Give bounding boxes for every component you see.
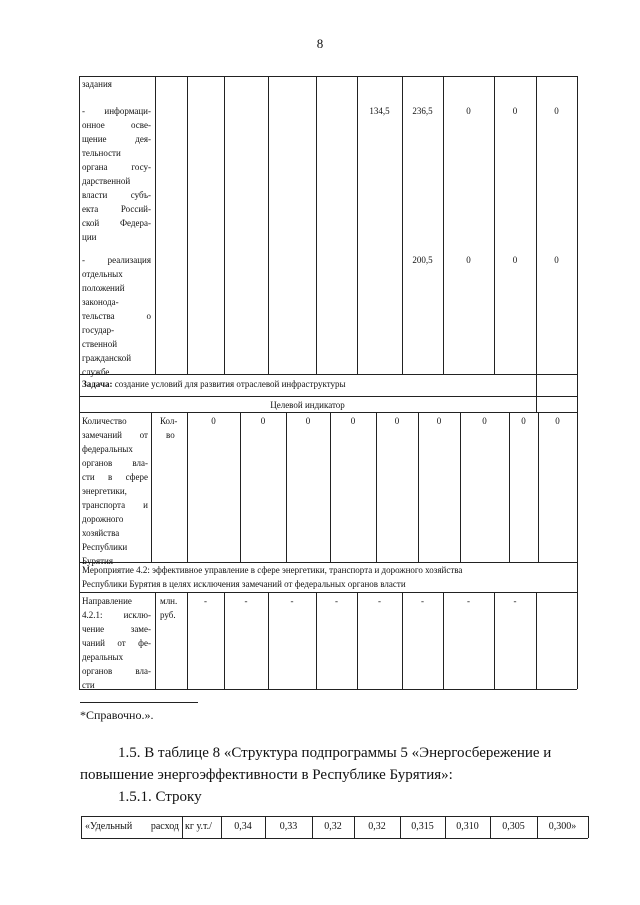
label-line: Бурятия — [82, 556, 113, 566]
value-cell: 0 — [466, 255, 471, 265]
row-table-value: 0,315 — [411, 821, 434, 832]
indicator-header: Целевой индикатор — [270, 400, 345, 410]
row-label-info — [82, 104, 151, 244]
direction-value: - — [421, 596, 424, 606]
table-line — [286, 412, 287, 562]
label-line: гражданской — [82, 353, 132, 363]
paragraph-line: повышение энергоэффективности в Республике Бурятия»: — [80, 767, 453, 783]
label-line: хозяйства — [82, 528, 120, 538]
label-line: положений — [82, 283, 125, 293]
table-line — [588, 816, 589, 838]
footnote: *Справочно.». — [80, 708, 154, 722]
row-table-value: 0,34 — [234, 821, 252, 832]
label-line: - реализация — [82, 255, 151, 265]
table-line — [494, 76, 495, 374]
table-line — [187, 412, 188, 562]
label-line: дарственной — [82, 176, 131, 186]
label-line: органов вла- — [82, 458, 148, 468]
direction-value: - — [244, 596, 248, 606]
table-line — [81, 816, 588, 817]
label-line: службе — [82, 367, 110, 377]
label-line: тельности — [82, 148, 121, 158]
value-cell: 134,5 — [369, 106, 390, 116]
table-line — [268, 76, 269, 374]
table-line — [81, 838, 588, 839]
table-line — [182, 816, 183, 838]
label-line: законода- — [82, 297, 119, 307]
table-line — [155, 592, 156, 689]
label-line: Количество — [82, 416, 127, 426]
value-cell: 0 — [512, 106, 518, 116]
label-line: сти — [82, 680, 95, 690]
label-line: ции — [82, 232, 97, 242]
table-line — [376, 412, 377, 562]
direction-label — [82, 594, 151, 692]
table-line — [79, 396, 577, 397]
row-table-unit: кг у.т./ — [185, 821, 212, 832]
label-line: екта Россий- — [82, 204, 151, 214]
table-line — [330, 412, 331, 562]
indicator-value: 0 — [350, 416, 356, 426]
measure-line: Республики Бурятия в целях исключения замечаний от федеральных органов власти — [82, 579, 406, 589]
label-line: - информаци- — [82, 106, 151, 116]
row-table-value: 0,32 — [368, 821, 386, 832]
table-line — [536, 76, 537, 374]
table-line — [224, 76, 225, 374]
label-line: государ- — [82, 325, 115, 335]
table-line — [240, 412, 241, 562]
label-line: тельства о — [82, 311, 151, 321]
task-row — [82, 377, 532, 391]
unit-line: млн. — [160, 596, 178, 606]
table-line — [79, 374, 577, 375]
footnote-separator — [80, 702, 198, 703]
label-line: энергетики, — [82, 486, 127, 496]
page-number: 8 — [316, 36, 324, 51]
direction-value: - — [378, 596, 381, 606]
label-line: Направление — [82, 596, 132, 606]
direction-value: - — [513, 596, 517, 606]
label-line: власти субъ- — [82, 190, 151, 200]
indicator-unit — [160, 414, 186, 442]
indicator-value: 0 — [555, 416, 560, 426]
table-line — [443, 76, 444, 374]
value-cell: 0 — [512, 255, 518, 265]
row-table-value: 0,33 — [279, 821, 298, 832]
table-line — [357, 76, 358, 374]
label-line: Республики — [82, 542, 128, 552]
indicator-value: 0 — [521, 416, 526, 426]
unit-line: руб. — [160, 610, 176, 620]
value-cell: 0 — [554, 255, 559, 265]
direction-value: - — [467, 596, 470, 606]
table-line — [155, 76, 156, 374]
row-table-value: 0,300» — [548, 821, 577, 832]
label-line: чаний от фе- — [82, 638, 151, 648]
label-line: ской Федера- — [82, 218, 151, 228]
unit-line: Кол- — [160, 416, 178, 426]
value-cell: 200,5 — [412, 255, 433, 265]
label-line: органов вла- — [82, 666, 151, 676]
table-line — [577, 76, 578, 689]
table-line — [536, 592, 537, 689]
table-line — [79, 412, 577, 413]
table-line — [509, 412, 510, 562]
indicator-label — [82, 414, 148, 568]
table-line — [151, 412, 152, 562]
task-label: Задача: — [82, 379, 113, 389]
label-line: деральных — [82, 652, 124, 662]
label-line: ственной — [82, 339, 118, 349]
row-table-value: 0,32 — [324, 821, 342, 832]
unit-line: во — [166, 430, 175, 440]
indicator-value: 0 — [394, 416, 400, 426]
row-label-realization — [82, 253, 151, 379]
table-line — [81, 816, 82, 838]
paragraph-line: 1.5. В таблице 8 «Структура подпрограммы 5 «Энергосбережение и — [118, 745, 552, 761]
table-line — [79, 76, 80, 689]
table-line — [79, 689, 577, 690]
value-cell: 236,5 — [412, 106, 433, 116]
label-line: отдельных — [82, 269, 123, 279]
indicator-value: 0 — [211, 416, 216, 426]
label-line: органа госу- — [82, 162, 151, 172]
table-line — [538, 412, 539, 562]
table-line — [187, 76, 188, 374]
indicator-value: 0 — [436, 416, 442, 426]
label-line: замечаний от — [82, 430, 148, 440]
measure-row — [82, 563, 576, 591]
table-line — [316, 76, 317, 374]
direction-unit — [160, 594, 186, 622]
measure-line: Мероприятие 4.2: эффективное управление в сфере энергетики, транспорта и дорожного хозяйства — [82, 565, 463, 575]
task-text: создание условий для развития отраслевой инфраструктуры — [112, 379, 346, 389]
paragraph-line: 1.5.1. Строку — [118, 789, 202, 805]
indicator-value: 0 — [305, 416, 311, 426]
table-line — [79, 76, 577, 77]
label-line: 4.2.1: исклю- — [82, 610, 151, 620]
row-label-top: задания — [82, 79, 112, 89]
label-line: онное освe- — [82, 120, 151, 130]
table-line — [402, 76, 403, 374]
label-line: федеральных — [82, 444, 133, 454]
indicator-value: 0 — [260, 416, 266, 426]
row-table-value: 0,305 — [502, 821, 525, 832]
table-line — [536, 374, 537, 412]
value-cell: 0 — [466, 106, 471, 116]
direction-value: - — [204, 596, 207, 606]
table-line — [460, 412, 461, 562]
indicator-value: 0 — [482, 416, 487, 426]
direction-value: - — [290, 596, 294, 606]
label-line: чение заме- — [82, 624, 151, 634]
label-line: щение дея- — [82, 134, 151, 144]
label-line: транспорта и — [82, 500, 148, 510]
direction-value: - — [335, 596, 338, 606]
row-table-label: «Удельный расход — [85, 821, 179, 832]
label-line: сти в сфере — [82, 472, 148, 482]
table-line — [79, 592, 577, 593]
table-line — [418, 412, 419, 562]
label-line: дорожного — [82, 514, 124, 524]
value-cell: 0 — [554, 106, 559, 116]
row-table-value: 0,310 — [456, 821, 479, 832]
